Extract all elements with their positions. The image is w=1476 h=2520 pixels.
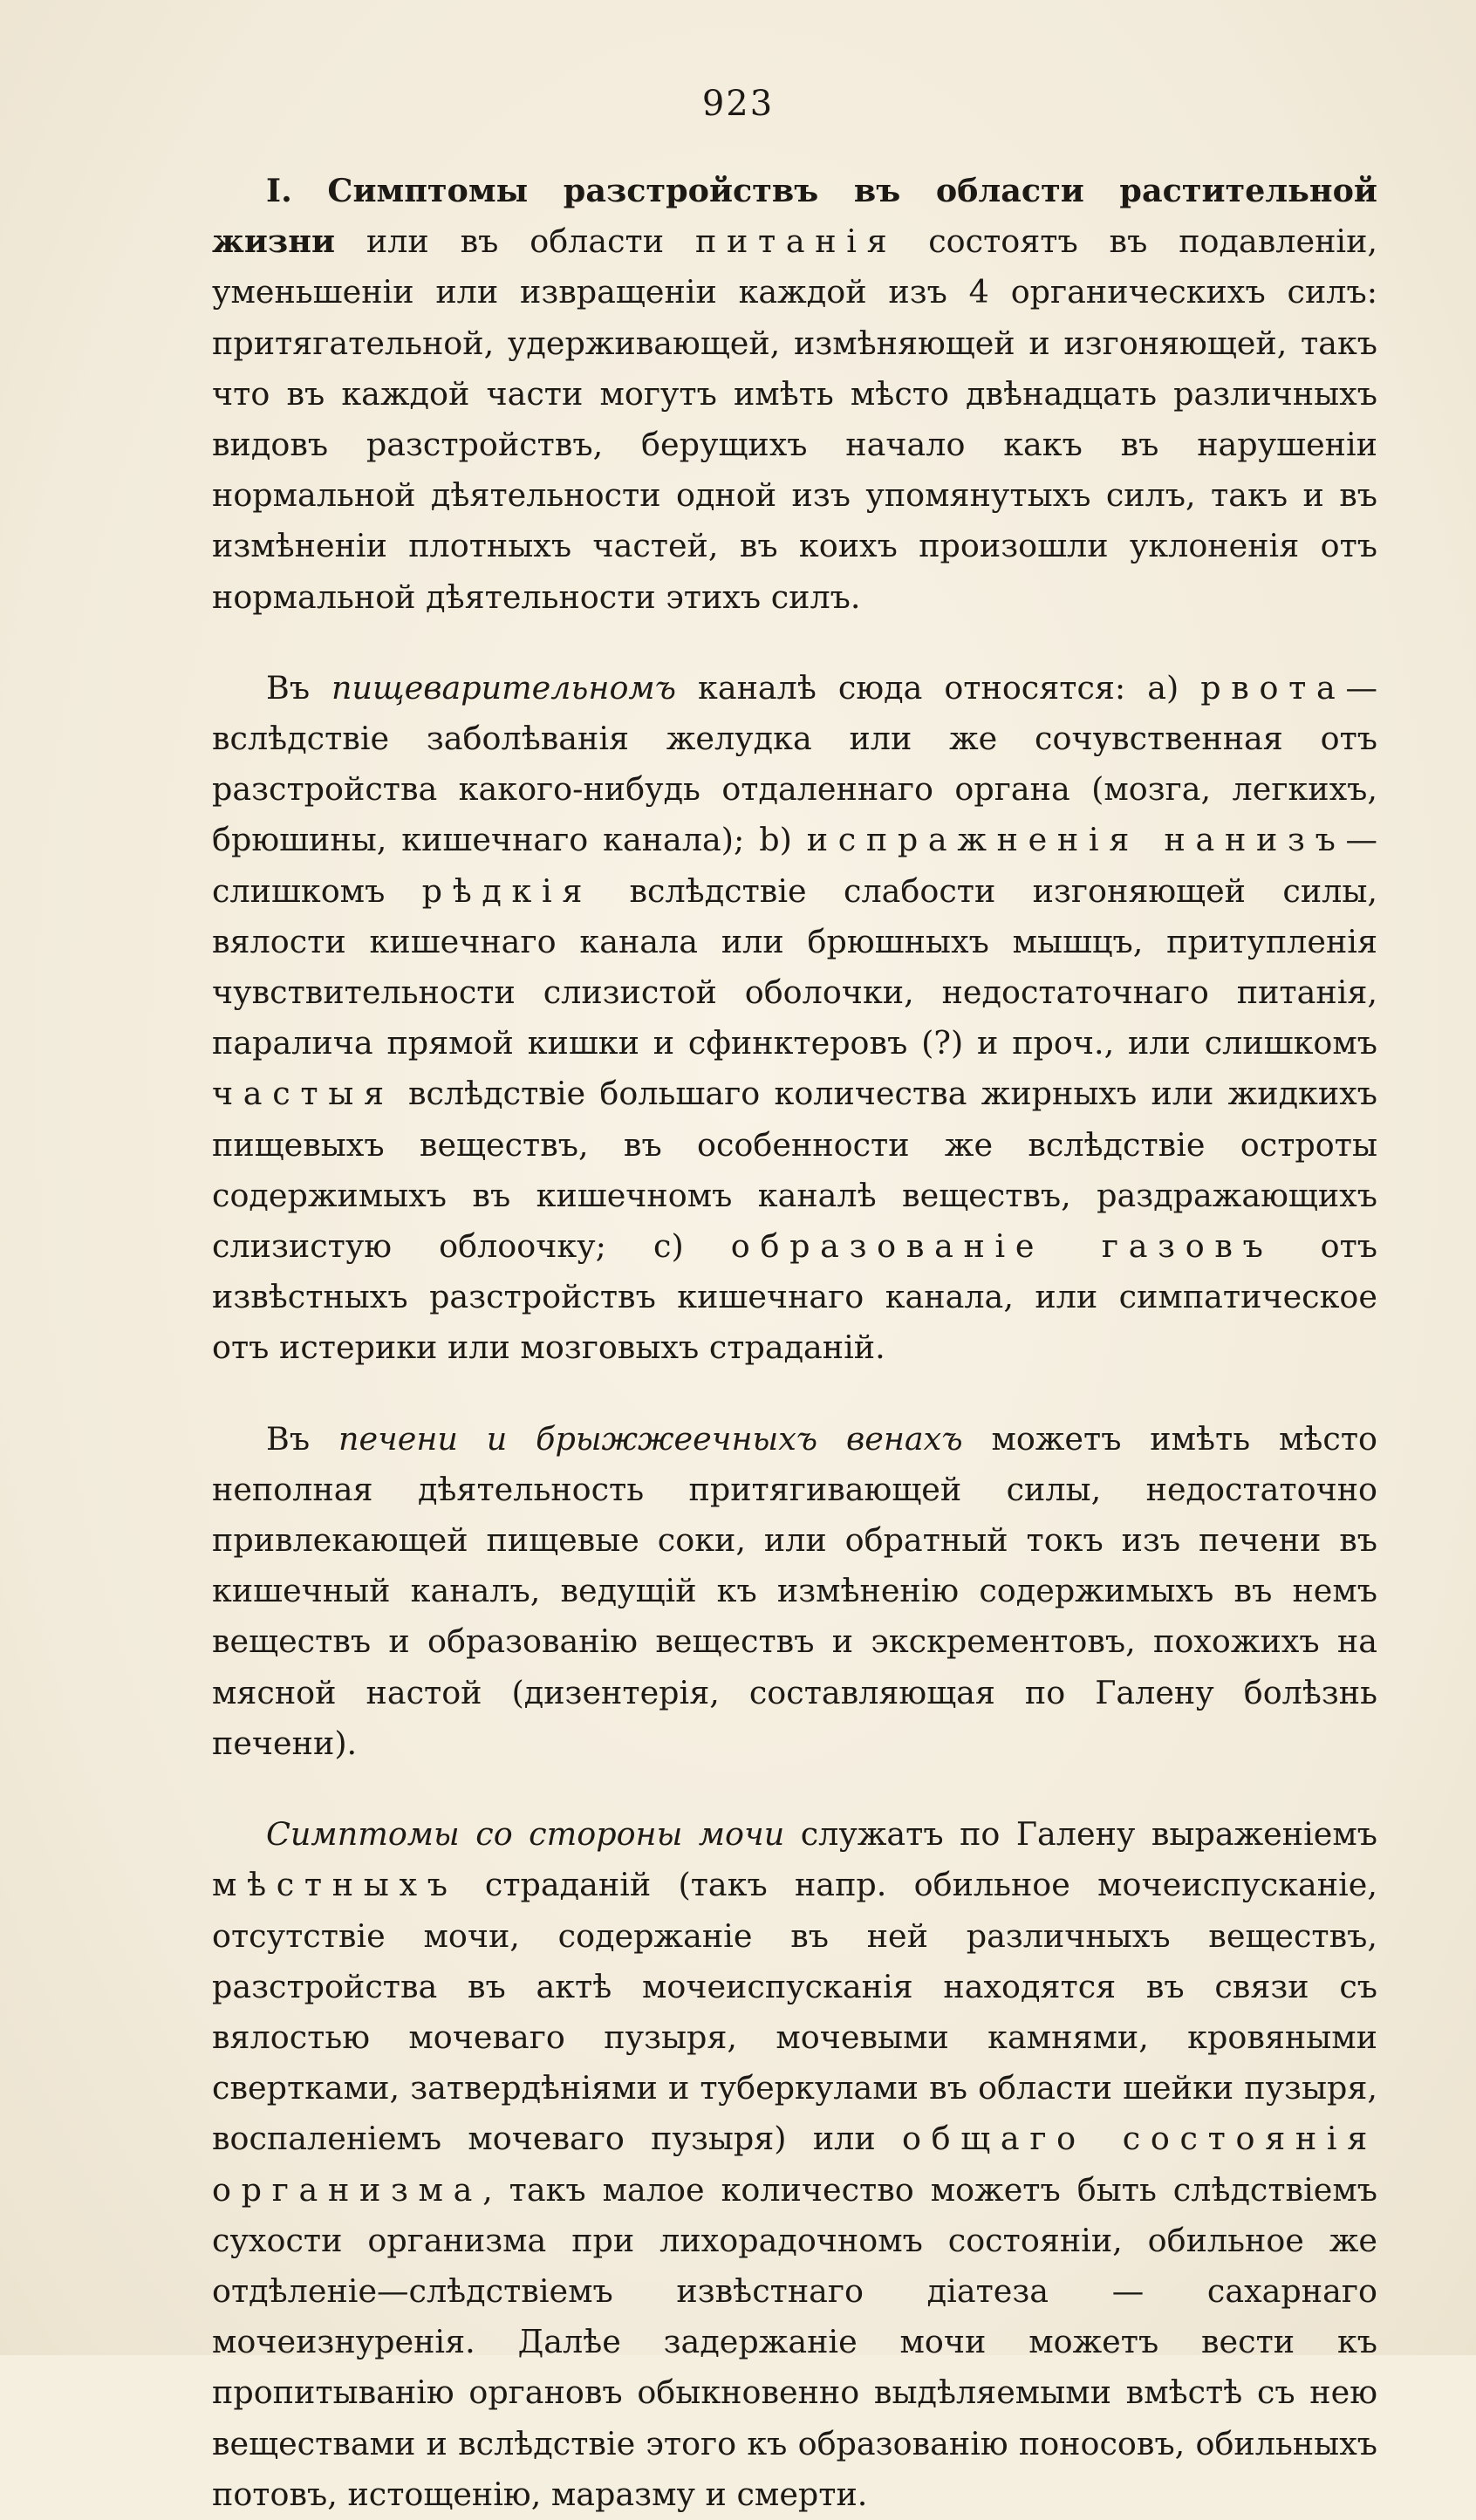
text-run: , такъ малое количество можетъ быть слѣдствіемъ сухости организма при лихорадочномъ состояніи, обильное же отдѣленіе—слѣдствіемъ извѣстнаго діатеза — сахарнаго мочеизнуренія. Далѣе задержаніе мочи можетъ вести къ пропитыванію органовъ обыкновенно выдѣляемыми вмѣстѣ съ нею веществами и вслѣдствіе этого къ образованію поносовъ, обильныхъ потовъ, истощенію, маразму и смерти. [212,2170,1377,2513]
page-number: 923 [701,84,775,124]
text-run: или въ области [335,222,695,261]
text-run: состоятъ въ подавленіи, уменьшеніи или извращеніи каждой изъ 4 органическихъ силъ: притягательной, удерживающей, измѣняющей и изгоняющей, такъ что въ каждой части могутъ имѣть мѣсто двѣнадцать различныхъ видовъ разстройствъ, берущихъ начало какъ въ нарушеніи нормальной дѣятельности одной изъ упомянутыхъ силъ, такъ и въ измѣненіи плотныхъ частей, въ коихъ произошли уклоненія отъ нормальной дѣятельности этихъ силъ. [212,222,1377,616]
spaced-term: питанія [694,222,898,261]
spaced-term: частыя [212,1075,394,1113]
italic-term: Симптомы со стороны мочи [266,1815,785,1854]
section-heading: I. Симптомы разстройствъ въ области растительной жизни [212,172,1377,261]
spaced-term: образованіе газовъ [730,1227,1274,1266]
text-run: Въ [266,668,332,707]
spaced-term: мѣстныхъ [212,1866,458,1904]
text-run: служатъ по Галену выраженіемъ [784,1815,1377,1854]
spaced-term: рѣдкія [421,871,593,910]
paragraph-2 [212,663,1377,1374]
italic-term: печени и брыжжеечныхъ венахъ [338,1419,963,1458]
spaced-term: общаго состоянія организма [212,2120,1377,2209]
paragraph-1 [212,166,1377,623]
paragraph-3 [212,1414,1377,1769]
text-run: Въ [266,1419,338,1458]
page-body [212,166,1377,2520]
text-run: можетъ имѣть мѣсто неполная дѣятельность притягивающей силы, недостаточно привлекающей пищевые соки, или обратный токъ изъ печени въ кишечный каналъ, ведущій къ измѣненію содержимыхъ въ немъ веществъ и образованію веществъ и экскрементовъ, похожихъ на мясной настой (дизентерія, составляющая по Галену болѣзнь печени). [212,1419,1377,1762]
text-run: —слишкомъ [212,821,1377,910]
text-run: отъ извѣстныхъ разстройствъ кишечнаго канала, или симпатическое отъ истерики или мозговыхъ страданій. [212,1227,1377,1367]
italic-term: пищеварительномъ [331,668,677,707]
spaced-term: испражненія нанизъ [806,821,1346,859]
text-run: страданій (такъ напр. обильное мочеиспусканіе, отсутствіе мочи, содержаніе въ ней различныхъ веществъ, разстройства въ актѣ мочеиспусканія находятся въ связи съ вялостью мочеваго пузыря, мочевыми камнями, кровяными свертками, затвердѣніями и туберкулами въ области шейки пузыря, воспаленіемъ мочеваго пузыря) или [212,1866,1377,2158]
text-run: каналѣ сюда относятся: a) [676,668,1201,707]
text-run: вслѣдствіе большаго количества жирныхъ или жидкихъ пищевыхъ веществъ, въ особенности же вслѣдствіе остроты содержимыхъ въ кишечномъ каналѣ веществъ, раздражающихъ слизистую облоочку; c) [212,1075,1377,1266]
spaced-term: рвота [1200,668,1346,707]
text-run: —вслѣдствіе заболѣванія желудка или же сочувственная отъ разстройства какого-нибудь отдаленнаго органа (мозга, легкихъ, брюшины, кишечнаго канала); b) [212,668,1377,859]
text-run: вслѣдствіе слабости изгоняющей силы, вялости кишечнаго канала или брюшныхъ мышцъ, притупленія чувствительности слизистой оболочки, недостаточнаго питанія, паралича прямой кишки и сфинктеровъ (?) и проч., или слишкомъ [212,871,1377,1062]
paragraph-4 [212,1809,1377,2520]
